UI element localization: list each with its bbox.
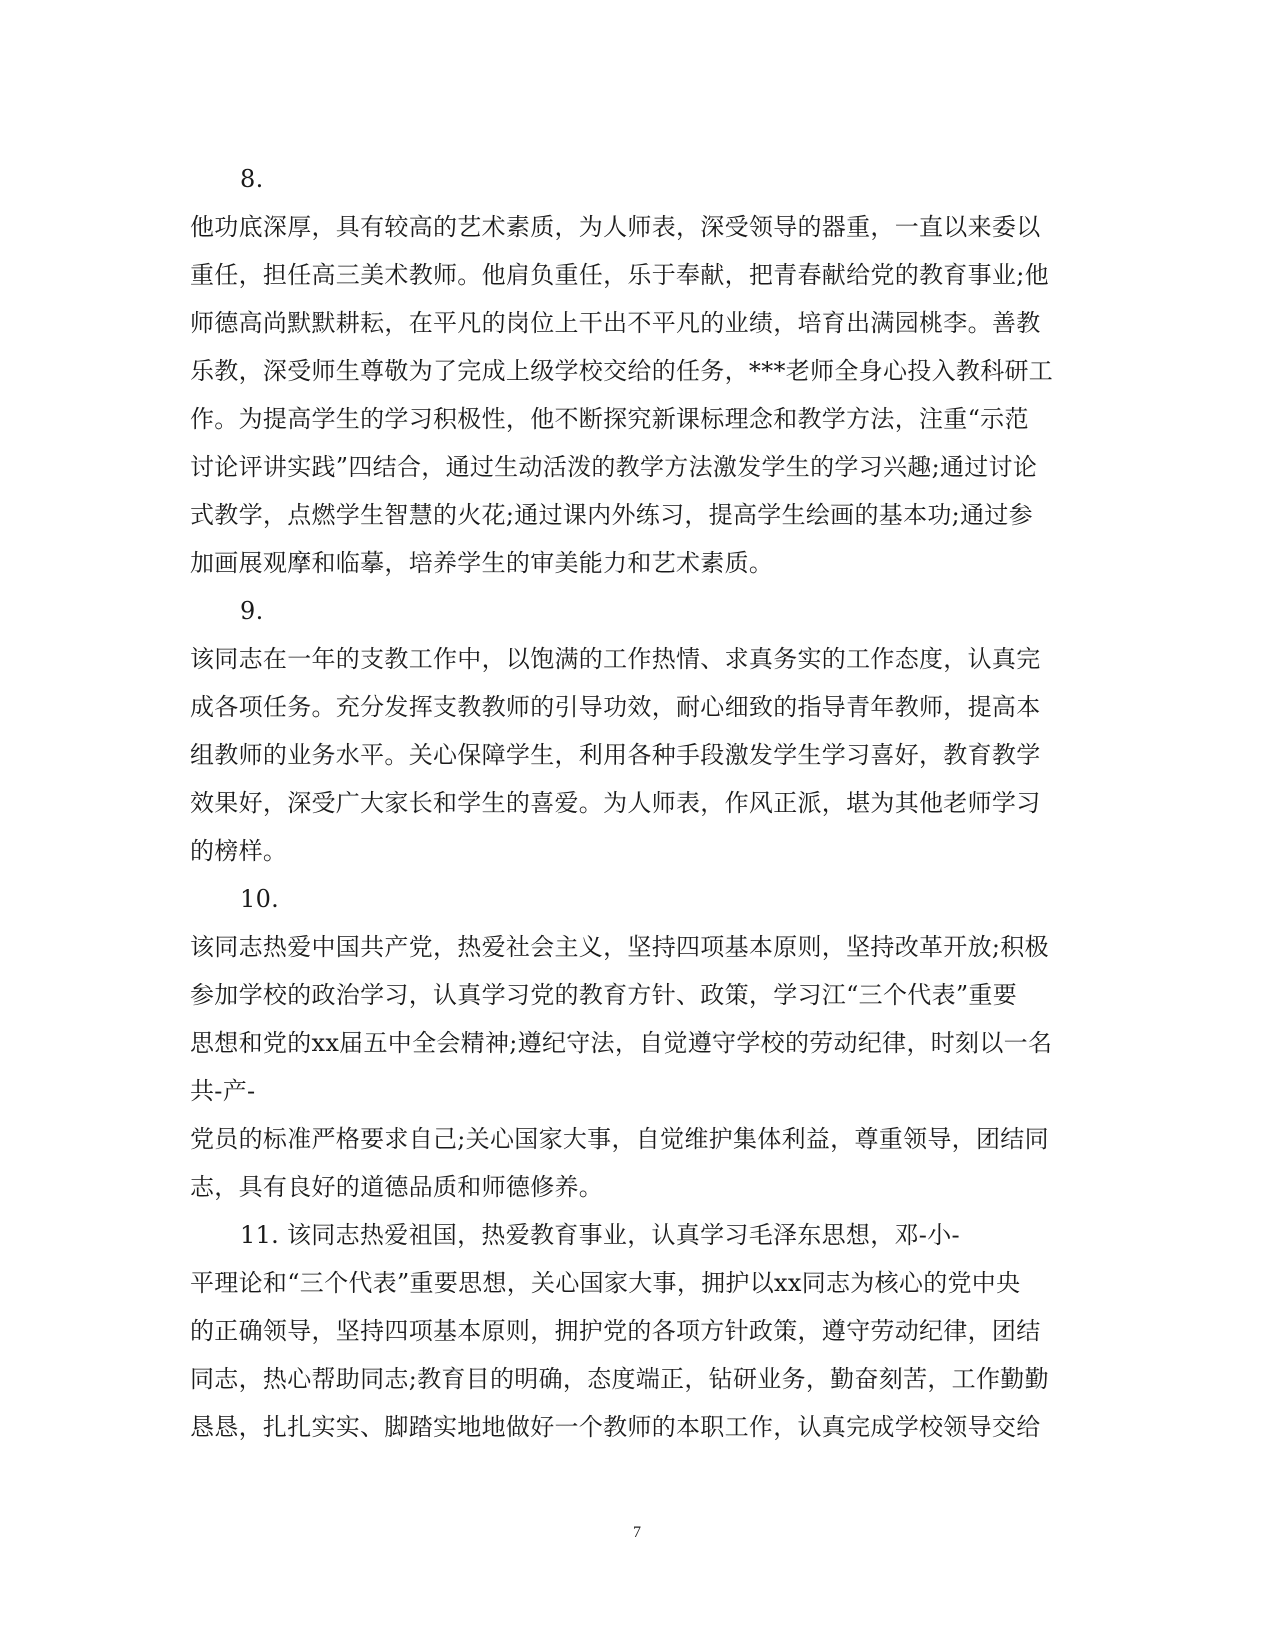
text-line: 9. bbox=[240, 597, 264, 625]
page-number: 7 bbox=[633, 1524, 641, 1541]
text-line: 该同志在一年的支教工作中，以饱满的工作热情、求真务实的工作态度，认真完 bbox=[190, 645, 1041, 673]
text-line: 师德高尚默默耕耘，在平凡的岗位上干出不平凡的业绩，培育出满园桃李。善教 bbox=[190, 309, 1041, 337]
text-line: 共-产- bbox=[190, 1077, 256, 1105]
text-line: 讨论评讲实践”四结合，通过生动活泼的教学方法激发学生的学习兴趣;通过讨论 bbox=[190, 453, 1038, 481]
text-line: 同志，热心帮助同志;教育目的明确，态度端正，钻研业务，勤奋刻苦，工作勤勤 bbox=[190, 1365, 1049, 1393]
text-line: 式教学，点燃学生智慧的火花;通过课内外练习，提高学生绘画的基本功;通过参 bbox=[190, 501, 1033, 529]
text-line: 乐教，深受师生尊敬为了完成上级学校交给的任务，***老师全身心投入教科研工 bbox=[190, 357, 1054, 385]
text-line: 党员的标准严格要求自己;关心国家大事，自觉维护集体利益，尊重领导，团结同 bbox=[190, 1125, 1049, 1153]
text-line: 该同志热爱中国共产党，热爱社会主义，坚持四项基本原则，坚持改革开放;积极 bbox=[190, 933, 1049, 961]
text-line: 加画展观摩和临摹，培养学生的审美能力和艺术素质。 bbox=[190, 549, 774, 577]
text-line: 作。为提高学生的学习积极性，他不断探究新课标理念和教学方法，注重“示范 bbox=[190, 405, 1029, 433]
text-line: 平理论和“三个代表”重要思想，关心国家大事，拥护以xx同志为核心的党中央 bbox=[190, 1269, 1021, 1297]
text-line: 重任，担任高三美术教师。他肩负重任，乐于奉献，把青春献给党的教育事业;他 bbox=[190, 261, 1049, 289]
text-line: 的榜样。 bbox=[190, 837, 288, 865]
text-line: 思想和党的xx届五中全会精神;遵纪守法，自觉遵守学校的劳动纪律，时刻以一名 bbox=[190, 1029, 1053, 1057]
text-line: 他功底深厚，具有较高的艺术素质，为人师表，深受领导的器重，一直以来委以 bbox=[190, 213, 1041, 241]
text-line: 10. bbox=[240, 885, 280, 913]
text-line: 参加学校的政治学习，认真学习党的教育方针、政策，学习江“三个代表”重要 bbox=[190, 981, 1018, 1009]
text-line: 的正确领导，坚持四项基本原则，拥护党的各项方针政策，遵守劳动纪律，团结 bbox=[190, 1317, 1041, 1345]
text-line: 恳恳，扎扎实实、脚踏实地地做好一个教师的本职工作，认真完成学校领导交给 bbox=[190, 1413, 1041, 1441]
document-body bbox=[190, 155, 1080, 1451]
text-line: 效果好，深受广大家长和学生的喜爱。为人师表，作风正派，堪为其他老师学习 bbox=[190, 789, 1041, 817]
text-line: 8. bbox=[240, 165, 264, 193]
text-line: 组教师的业务水平。关心保障学生，利用各种手段激发学生学习喜好，教育教学 bbox=[190, 741, 1041, 769]
text-line: 志，具有良好的道德品质和师德修养。 bbox=[190, 1173, 604, 1201]
text-line: 成各项任务。充分发挥支教教师的引导功效，耐心细致的指导青年教师，提高本 bbox=[190, 693, 1041, 721]
text-line: 11. 该同志热爱祖国，热爱教育事业，认真学习毛泽东思想，邓-小- bbox=[240, 1221, 960, 1249]
